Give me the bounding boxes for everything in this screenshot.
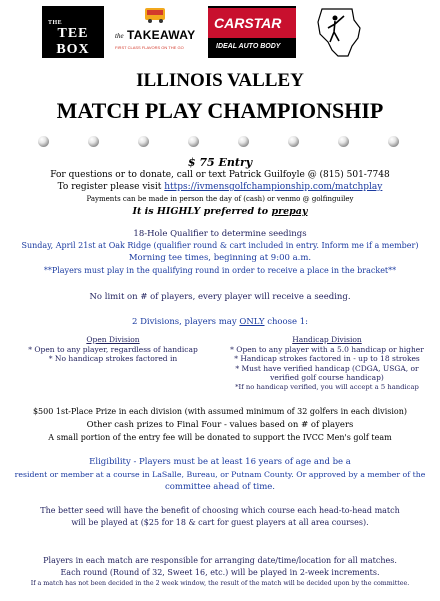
takeaway-logo-name: TAKEAWAY <box>127 28 196 42</box>
golf-ball-icon <box>138 136 149 147</box>
handicap-division-line: * Must have verified handicap (CDGA, USGA, or <box>235 363 419 373</box>
tee-box-logo-the: THE <box>48 20 63 26</box>
divisions-intro-suffix: choose 1: <box>264 317 309 327</box>
takeaway-logo-tag: FIRST CLASS FLAVORS ON THE GO <box>115 45 184 50</box>
qualifier-note: **Players must play in the qualifying round in order to receive a place in the bracket** <box>43 266 397 275</box>
footer-line1: Players in each match are responsible for arranging date/time/location for all matches. <box>43 556 397 565</box>
eligibility-line1: Eligibility - Players must be at least 16 years of age and be a <box>89 457 351 467</box>
seed-line2: will be played at ($25 for 18 & cart for guest players at all area courses). <box>71 518 369 527</box>
handicap-division-line: * Open to any player with a 5.0 handicap or higher <box>230 344 424 354</box>
carstar-logo-name: CARSTAR <box>214 15 282 31</box>
golf-ball-icon <box>238 136 249 147</box>
footer-line3: If a match has not been decided in the 2 week window, the result of the match will be decided upon by the committee. <box>30 580 410 587</box>
register-link[interactable]: https://ivmensgolfchampionship.com/matchplay <box>164 182 383 192</box>
takeaway-logo <box>111 6 201 58</box>
qualifier-date: Sunday, April 21st at Oak Ridge (qualifier round & cart included in entry. Inform me if a member) <box>21 241 419 250</box>
open-division-line: * No handicap strokes factored in <box>48 354 178 363</box>
handicap-division-line: * Handicap strokes factored in - up to 18 strokes <box>234 354 420 363</box>
handicap-division-title: Handicap Division <box>292 335 362 344</box>
eligibility-line2: resident or member at a course in LaSalle, Bureau, or Putnam County. Or approved by a member of the <box>14 470 426 479</box>
open-division <box>18 335 208 364</box>
golf-ball-icon <box>188 136 199 147</box>
handicap-division-line: *If no handicap verified, you will accept a 5 handicap <box>235 382 419 391</box>
no-limit-note: No limit on # of players, every player will receive a seeding. <box>89 292 351 302</box>
payment-note: Payments can be made in person the day of (cash) or venmo @ golfinguiley <box>86 195 354 203</box>
title-line1: ILLINOIS VALLEY <box>136 70 304 91</box>
handicap-division <box>222 335 432 392</box>
register-prefix: To register please visit <box>57 182 165 192</box>
divisions-intro-prefix: 2 Divisions, players may <box>131 317 240 327</box>
open-division-line: * Open to any player, regardless of handicap <box>28 344 198 354</box>
donation-note: A small portion of the entry fee will be donated to support the IVCC Men's golf team <box>48 433 392 442</box>
other-prizes: Other cash prizes to Final Four - values based on # of players <box>86 420 354 430</box>
takeaway-logo-the: the <box>115 32 124 40</box>
golf-ball-icon <box>388 136 399 147</box>
prepay-word: prepay <box>271 206 308 217</box>
prepay-line <box>0 206 440 217</box>
prepay-prefix: It is HIGHLY preferred to <box>132 206 272 217</box>
qualifier-times: Morning tee times, beginning at 9:00 a.m. <box>128 253 312 263</box>
register-line <box>0 182 440 192</box>
illinois-golfer-icon <box>308 6 366 58</box>
handicap-division-line: verified golf course handicap) <box>270 373 384 382</box>
illinois-golfer-logo <box>308 6 366 58</box>
tee-box-logo <box>42 6 104 58</box>
divisions-intro <box>0 317 440 327</box>
open-division-title: Open Division <box>86 335 140 344</box>
carstar-logo-tag: IDEAL AUTO BODY <box>216 43 281 50</box>
carstar-logo <box>208 6 296 58</box>
golf-ball-icon <box>88 136 99 147</box>
divisions-intro-only: ONLY <box>239 317 265 327</box>
golf-ball-icon <box>38 136 49 147</box>
title-line2: MATCH PLAY CHAMPIONSHIP <box>56 98 384 123</box>
golf-ball-icon <box>288 136 299 147</box>
first-place-prize: $500 1st-Place Prize in each division (with assumed minimum of 32 golfers in each division) <box>32 407 408 416</box>
questions-contact: For questions or to donate, call or text Patrick Guilfoyle @ (815) 501-7748 <box>50 170 390 180</box>
entry-fee: $ 75 Entry <box>187 156 253 169</box>
qualifier-heading: 18-Hole Qualifier to determine seedings <box>133 229 307 239</box>
seed-line1: The better seed will have the benefit of choosing which course each head-to-head match <box>40 506 400 515</box>
footer-line2: Each round (Round of 32, Sweet 16, etc.) will be played in 2-week increments. <box>60 568 380 577</box>
eligibility-line3: committee ahead of time. <box>165 482 275 492</box>
tee-box-logo-name: TEE BOX <box>56 26 90 57</box>
golf-ball-icon <box>338 136 349 147</box>
